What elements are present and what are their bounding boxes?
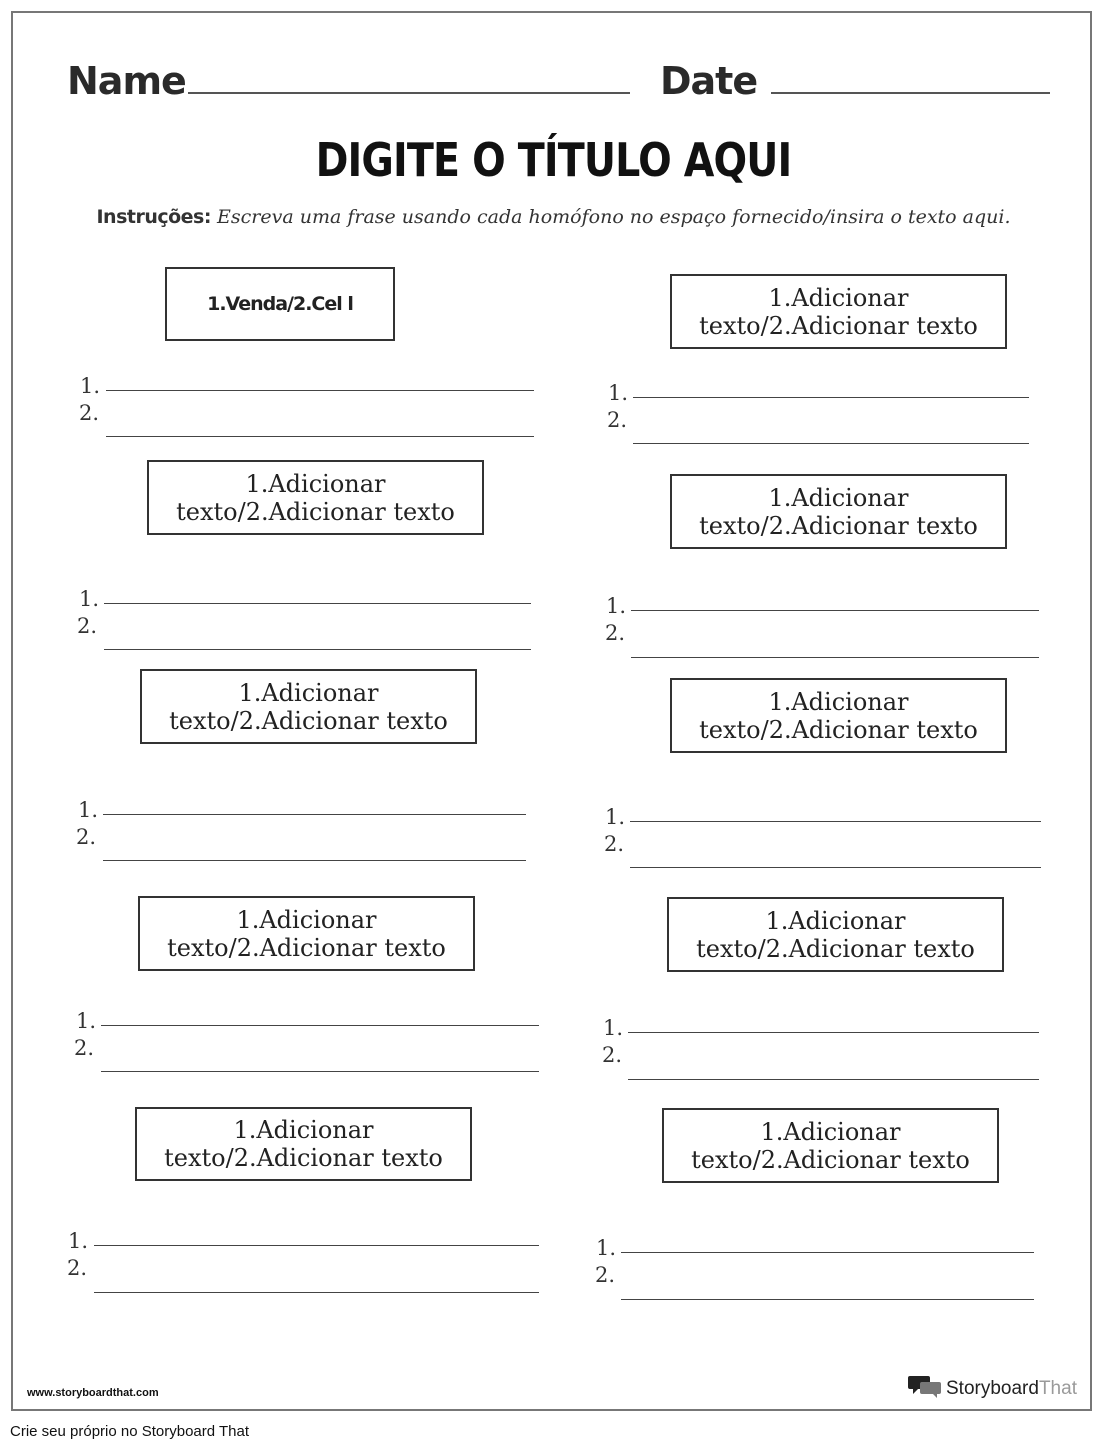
line-number: 2.	[604, 832, 625, 856]
answer-line[interactable]	[631, 610, 1039, 611]
name-line[interactable]	[188, 92, 630, 94]
answer-line[interactable]	[633, 443, 1029, 444]
instructions	[0, 206, 1107, 229]
line-number: 2.	[602, 1043, 623, 1067]
logo-text-main: Storyboard	[946, 1378, 1039, 1399]
name-label: Name	[67, 59, 186, 103]
answer-line[interactable]	[106, 390, 534, 391]
footer-url[interactable]: www.storyboardthat.com	[27, 1387, 159, 1399]
answer-line[interactable]	[630, 821, 1041, 822]
homophone-box: 1.Adicionar texto/2.Adicionar texto	[662, 1108, 999, 1183]
answer-line[interactable]	[621, 1252, 1034, 1253]
homophone-box: 1.Adicionar texto/2.Adicionar texto	[138, 896, 475, 971]
line-number: 2.	[607, 408, 628, 432]
line-number: 2.	[605, 621, 626, 645]
line-number: 1.	[603, 1016, 624, 1040]
answer-line[interactable]	[628, 1079, 1039, 1080]
line-number: 1.	[605, 805, 626, 829]
page-title: DIGITE O TÍTULO AQUI	[315, 133, 792, 187]
line-number: 2.	[76, 825, 97, 849]
line-number: 2.	[77, 614, 98, 638]
line-number: 1.	[79, 587, 100, 611]
line-number: 1.	[80, 374, 101, 398]
answer-line[interactable]	[101, 1025, 539, 1026]
answer-line[interactable]	[104, 603, 531, 604]
homophone-box: 1.Adicionar texto/2.Adicionar texto	[670, 274, 1007, 349]
line-number: 1.	[606, 594, 627, 618]
answer-line[interactable]	[630, 867, 1041, 868]
answer-line[interactable]	[631, 657, 1039, 658]
date-label: Date	[660, 59, 758, 103]
storyboardthat-logo[interactable]	[908, 1373, 1077, 1405]
answer-line[interactable]	[633, 397, 1029, 398]
answer-line[interactable]	[94, 1245, 539, 1246]
caption[interactable]: Crie seu próprio no Storyboard That	[10, 1423, 250, 1440]
answer-line[interactable]	[621, 1299, 1034, 1300]
instructions-text: Escreva uma frase usando cada homófono no espaço fornecido/insira o texto aqui.	[217, 206, 1011, 228]
line-number: 1.	[76, 1009, 97, 1033]
speech-bubbles-icon	[908, 1373, 942, 1405]
homophone-box: 1.Adicionar texto/2.Adicionar texto	[135, 1107, 472, 1181]
homophone-box: 1.Adicionar texto/2.Adicionar texto	[667, 897, 1004, 972]
line-number: 1.	[596, 1236, 617, 1260]
instructions-label: Instruções:	[96, 206, 211, 228]
homophone-box: 1.Adicionar texto/2.Adicionar texto	[140, 669, 477, 744]
homophone-box: 1.Adicionar texto/2.Adicionar texto	[670, 474, 1007, 549]
logo-text	[946, 1378, 1077, 1400]
homophone-box: 1.Venda/2.Cel l	[165, 267, 395, 341]
line-number: 1.	[68, 1229, 89, 1253]
line-number: 1.	[608, 381, 629, 405]
answer-line[interactable]	[94, 1292, 539, 1293]
line-number: 2.	[595, 1263, 616, 1287]
answer-line[interactable]	[103, 860, 526, 861]
line-number: 2.	[67, 1256, 88, 1280]
date-line[interactable]	[771, 92, 1050, 94]
logo-text-accent: That	[1038, 1378, 1077, 1399]
answer-line[interactable]	[628, 1032, 1039, 1033]
line-number: 2.	[74, 1036, 95, 1060]
homophone-box: 1.Adicionar texto/2.Adicionar texto	[670, 678, 1007, 753]
answer-line[interactable]	[101, 1071, 539, 1072]
line-number: 2.	[79, 401, 100, 425]
answer-line[interactable]	[104, 649, 531, 650]
line-number: 1.	[78, 798, 99, 822]
answer-line[interactable]	[106, 436, 534, 437]
homophone-box: 1.Adicionar texto/2.Adicionar texto	[147, 460, 484, 535]
answer-line[interactable]	[103, 814, 526, 815]
